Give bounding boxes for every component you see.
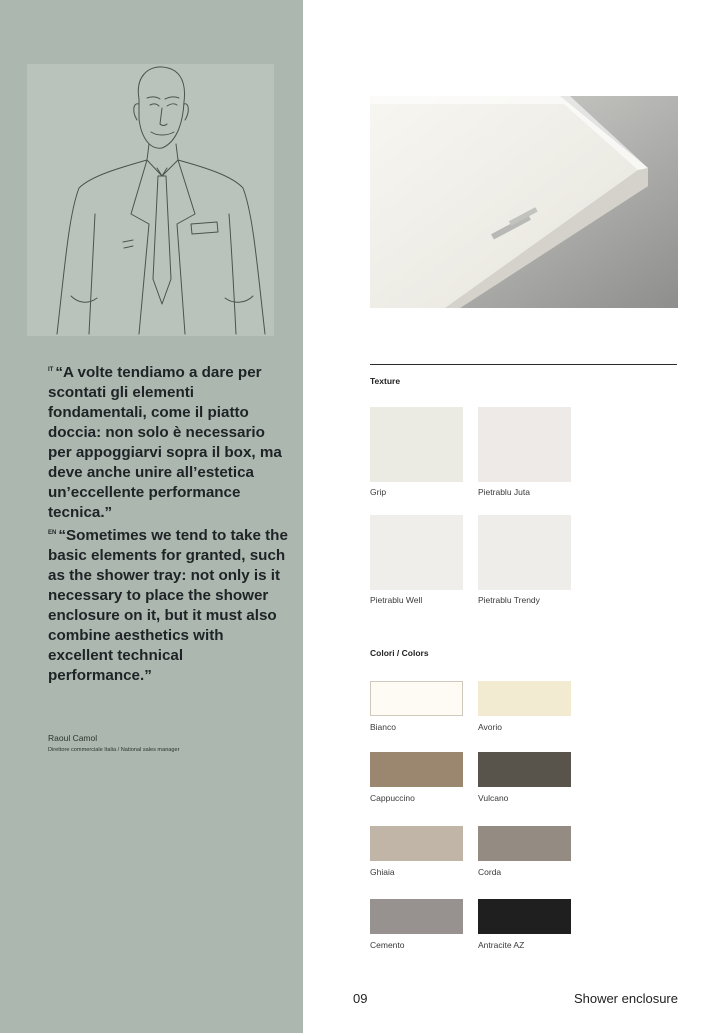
quote-it-text: “A volte tendiamo a dare per scontati gli elementi fondamentali, come il piatto doccia: non solo è necessario per appoggiarvi sopra il box, ma deve anche unire all’estetica un’eccellente performance tecnica.” [48,364,282,521]
swatch-label: Cappuccino [370,793,415,803]
swatch-corda [478,826,571,861]
section-name: Shower enclosure [573,991,678,1006]
author-name: Raoul Camol [48,733,98,743]
swatch-antracite-az [478,899,571,934]
swatch-label: Pietrablu Juta [478,487,530,497]
pull-quote [48,360,288,686]
swatch-label: Avorio [478,722,502,732]
lang-tag-it: IT [48,367,54,373]
portrait-illustration [27,64,274,336]
swatch-cappuccino [370,752,463,787]
texture-heading: Texture [370,376,401,386]
swatch-label: Cemento [370,940,405,950]
swatch-label: Vulcano [478,793,509,803]
swatch-grip [370,407,463,482]
swatch-pietrablu-juta [478,407,571,482]
swatch-label: Bianco [370,722,396,732]
quote-english [48,523,288,686]
swatch-vulcano [478,752,571,787]
shower-tray-image [370,96,678,308]
author-role: Direttore commerciale Italia / National sales manager [48,747,180,753]
lang-tag-en: EN [48,530,57,536]
swatch-label: Antracite AZ [478,940,525,950]
page-number: 09 [353,991,368,1006]
swatch-label: Pietrablu Well [370,595,423,605]
portrait-sketch [27,64,274,336]
section-divider [370,364,677,365]
swatch-ghiaia [370,826,463,861]
swatch-cemento [370,899,463,934]
quote-italian [48,360,288,523]
swatch-label: Corda [478,867,502,877]
colors-heading: Colori / Colors [370,648,429,658]
swatch-avorio [478,681,571,716]
swatch-label: Ghiaia [370,867,395,877]
swatch-pietrablu-trendy [478,515,571,590]
swatch-pietrablu-well [370,515,463,590]
swatch-label: Pietrablu Trendy [478,595,540,605]
swatch-bianco [370,681,463,716]
swatch-label: Grip [370,487,387,497]
product-photo [370,96,678,308]
quote-en-text: “Sometimes we tend to take the basic elements for granted, such as the shower tray: not only is it necessary to place the shower enclosure on it, but it must also combine aesthetics with excellent technical performance.” [48,527,288,684]
sidebar-panel [0,0,303,1033]
